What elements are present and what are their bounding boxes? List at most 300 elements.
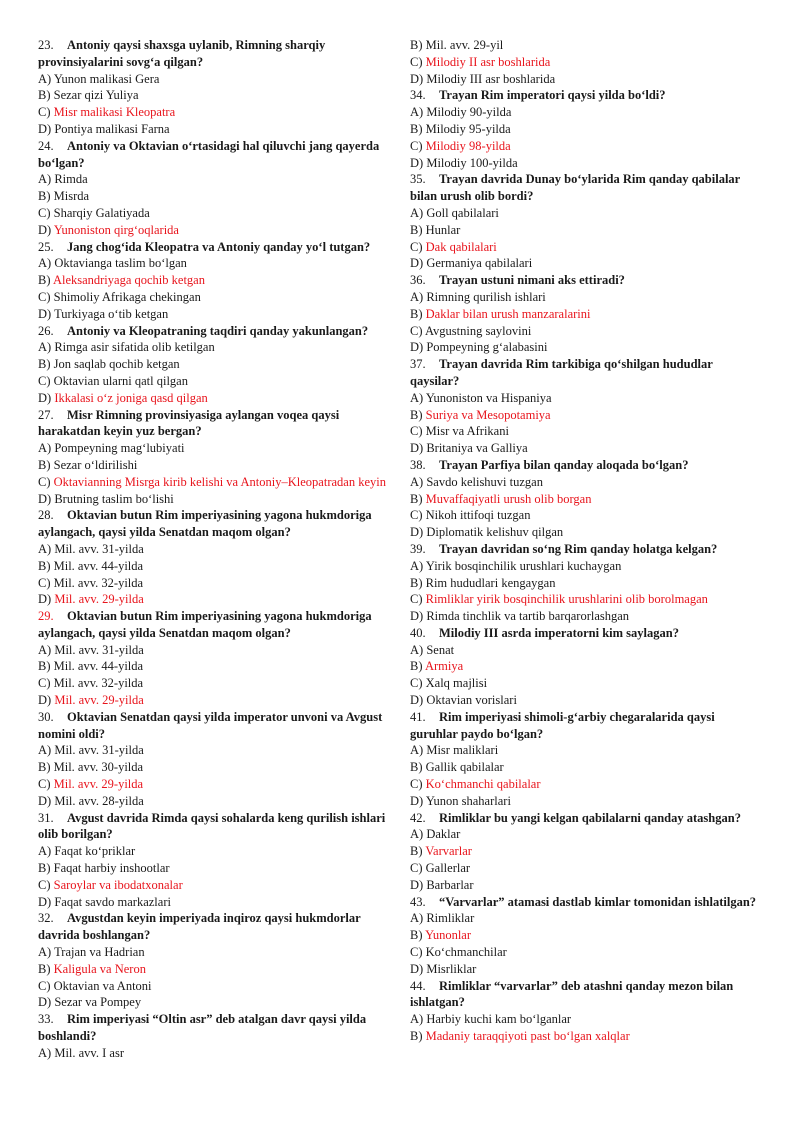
answer-option bbox=[38, 843, 394, 860]
question-text bbox=[410, 810, 762, 827]
answer-option bbox=[38, 1045, 394, 1062]
option-text: Mil. avv. 31-yilda bbox=[54, 642, 144, 657]
option-label: B) bbox=[410, 760, 423, 775]
option-label: D) bbox=[38, 693, 52, 708]
option-text: Trajan va Hadrian bbox=[54, 945, 145, 960]
question-block bbox=[410, 87, 762, 171]
answer-option-correct bbox=[410, 239, 762, 256]
answer-option bbox=[410, 524, 762, 541]
answer-option-correct bbox=[38, 877, 394, 894]
answer-option bbox=[410, 675, 762, 692]
option-text: Pompeyning mag‘lubiyati bbox=[54, 441, 185, 456]
option-label: C) bbox=[410, 777, 423, 792]
question-number: 44. bbox=[410, 978, 426, 993]
answer-option bbox=[410, 155, 762, 172]
question-number: 38. bbox=[410, 457, 426, 472]
answer-option bbox=[410, 222, 762, 239]
answer-option bbox=[38, 994, 394, 1011]
answer-option bbox=[410, 339, 762, 356]
answer-option bbox=[410, 121, 762, 138]
question-block bbox=[410, 171, 762, 272]
option-text: Jon saqlab qochib ketgan bbox=[53, 357, 180, 372]
option-label: B) bbox=[38, 189, 51, 204]
right-column bbox=[410, 37, 762, 1045]
question-number: 36. bbox=[410, 273, 426, 288]
option-text: Kaligula va Neron bbox=[53, 961, 146, 976]
answer-option bbox=[410, 642, 762, 659]
answer-option bbox=[410, 575, 762, 592]
option-text: Yunoniston va Hispaniya bbox=[425, 390, 552, 405]
option-text: Dak qabilalari bbox=[425, 239, 497, 254]
question-number: 30. bbox=[38, 709, 54, 724]
option-label: C) bbox=[410, 54, 423, 69]
answer-option bbox=[38, 356, 394, 373]
question-block bbox=[38, 239, 394, 323]
option-label: A) bbox=[38, 945, 52, 960]
question-text bbox=[38, 910, 394, 944]
answer-option bbox=[38, 87, 394, 104]
option-text: Senat bbox=[426, 642, 455, 657]
question-text bbox=[38, 323, 394, 340]
answer-option bbox=[410, 440, 762, 457]
question-block bbox=[410, 625, 762, 709]
option-text: Ko‘chmanchi qabilalar bbox=[425, 777, 541, 792]
option-text: Yunon shaharlari bbox=[425, 793, 511, 808]
answer-option bbox=[38, 860, 394, 877]
question-number: 27. bbox=[38, 407, 54, 422]
option-label: D) bbox=[38, 390, 52, 405]
answer-option bbox=[38, 759, 394, 776]
question-text bbox=[38, 407, 394, 441]
option-text: Ikkalasi o‘z joniga qasd qilgan bbox=[54, 390, 208, 405]
option-label: C) bbox=[38, 205, 51, 220]
option-label: B) bbox=[38, 861, 51, 876]
option-text: Misrda bbox=[53, 189, 90, 204]
question-text bbox=[38, 1011, 394, 1045]
question-stem: Trayan Parfiya bilan qanday aloqada bo‘lgan? bbox=[439, 457, 689, 472]
question-stem: “Varvarlar” atamasi dastlab kimlar tomonidan ishlatilgan? bbox=[439, 894, 757, 909]
option-label: C) bbox=[38, 978, 51, 993]
answer-option bbox=[38, 121, 394, 138]
question-number: 25. bbox=[38, 239, 54, 254]
answer-option bbox=[410, 289, 762, 306]
option-label: C) bbox=[410, 424, 423, 439]
option-text: Milodiy 100-yilda bbox=[426, 155, 518, 170]
option-label: A) bbox=[38, 340, 52, 355]
option-text: Milodiy 98-yilda bbox=[425, 138, 511, 153]
option-label: D) bbox=[410, 340, 424, 355]
option-text: Milodiy 90-yilda bbox=[426, 105, 512, 120]
question-stem: Rimliklar “varvarlar” deb atashni qanday mezon bilan ishlatgan? bbox=[410, 978, 734, 1010]
question-block bbox=[410, 810, 762, 894]
option-text: Faqat harbiy inshootlar bbox=[53, 861, 170, 876]
answer-option bbox=[410, 944, 762, 961]
question-text bbox=[38, 810, 394, 844]
option-text: Turkiyaga o‘tib ketgan bbox=[54, 306, 169, 321]
option-text: Pompeyning g‘alabasini bbox=[426, 340, 548, 355]
option-text: Hunlar bbox=[425, 222, 461, 237]
option-label: D) bbox=[38, 995, 52, 1010]
question-text bbox=[410, 894, 762, 911]
answer-option bbox=[410, 71, 762, 88]
option-label: A) bbox=[38, 172, 52, 187]
question-block bbox=[410, 894, 762, 978]
question-stem: Oktavian butun Rim imperiyasining yagona hukmdoriga aylangach, qaysi yilda Senatdan maqom olgan? bbox=[38, 508, 372, 540]
option-label: D) bbox=[38, 793, 52, 808]
question-stem: Trayan Rim imperatori qaysi yilda bo‘ldi? bbox=[439, 88, 666, 103]
question-text bbox=[38, 608, 394, 642]
option-text: Daklar bbox=[426, 827, 461, 842]
answer-option bbox=[38, 491, 394, 508]
answer-option bbox=[410, 255, 762, 272]
option-label: A) bbox=[410, 474, 424, 489]
answer-option bbox=[38, 255, 394, 272]
answer-option bbox=[410, 877, 762, 894]
option-text: Misr malikasi Kleopatra bbox=[53, 105, 176, 120]
question-text bbox=[38, 507, 394, 541]
option-label: B) bbox=[410, 306, 423, 321]
answer-option-correct bbox=[410, 927, 762, 944]
answer-option bbox=[410, 1011, 762, 1028]
answer-option bbox=[38, 642, 394, 659]
option-label: D) bbox=[410, 609, 424, 624]
option-label: C) bbox=[410, 138, 423, 153]
option-text: Mil. avv. 32-yilda bbox=[53, 676, 144, 691]
option-label: C) bbox=[38, 105, 51, 120]
answer-option bbox=[38, 205, 394, 222]
question-text bbox=[410, 356, 762, 390]
option-label: B) bbox=[38, 558, 51, 573]
option-text: Mil. avv. 31-yilda bbox=[54, 743, 144, 758]
answer-option bbox=[410, 205, 762, 222]
option-text: Rim hududlari kengaygan bbox=[425, 575, 556, 590]
question-block bbox=[38, 709, 394, 810]
option-text: Misr maliklari bbox=[426, 743, 499, 758]
option-text: Milodiy III asr boshlarida bbox=[426, 71, 556, 86]
option-text: Misrliklar bbox=[426, 961, 477, 976]
question-block bbox=[38, 323, 394, 407]
option-text: Varvarlar bbox=[425, 844, 472, 859]
question-block bbox=[410, 978, 762, 1045]
question-stem: Rimliklar bu yangi kelgan qabilalarni qanday atashgan? bbox=[439, 810, 741, 825]
option-label: B) bbox=[410, 575, 423, 590]
question-block bbox=[38, 37, 394, 138]
question-block bbox=[38, 910, 394, 1011]
option-label: B) bbox=[410, 222, 423, 237]
answer-option bbox=[410, 910, 762, 927]
question-text bbox=[410, 457, 762, 474]
answer-option-correct bbox=[38, 104, 394, 121]
option-text: Sharqiy Galatiyada bbox=[53, 205, 150, 220]
question-stem: Antoniy va Kleopatraning taqdiri qanday yakunlangan? bbox=[67, 323, 369, 338]
question-block bbox=[38, 1011, 394, 1061]
answer-option bbox=[38, 978, 394, 995]
option-text: Milodiy II asr boshlarida bbox=[425, 54, 551, 69]
question-number: 43. bbox=[410, 894, 426, 909]
option-label: A) bbox=[38, 441, 52, 456]
option-label: A) bbox=[38, 71, 52, 86]
question-text bbox=[38, 709, 394, 743]
option-label: B) bbox=[410, 121, 423, 136]
option-label: D) bbox=[38, 592, 52, 607]
question-number: 24. bbox=[38, 138, 54, 153]
question-number: 32. bbox=[38, 911, 54, 926]
answer-option bbox=[38, 71, 394, 88]
option-label: D) bbox=[410, 877, 424, 892]
question-stem: Rim imperiyasi shimoli-g‘arbiy chegaralarida qaysi guruhlar paydo bo‘lgan? bbox=[410, 709, 715, 741]
option-label: A) bbox=[410, 1012, 424, 1027]
answer-option-correct bbox=[410, 658, 762, 675]
option-text: Rimning qurilish ishlari bbox=[426, 289, 546, 304]
question-stem: Oktavian butun Rim imperiyasining yagona hukmdoriga aylangach, qaysi yilda Senatdan maqom olgan? bbox=[38, 609, 372, 640]
option-label: D) bbox=[410, 793, 424, 808]
answer-option bbox=[38, 894, 394, 911]
answer-option-correct bbox=[410, 591, 762, 608]
option-text: Xalq majlisi bbox=[425, 676, 488, 691]
question-number: 23. bbox=[38, 38, 54, 52]
answer-option-correct bbox=[410, 776, 762, 793]
answer-option-correct bbox=[38, 272, 394, 289]
question-number: 42. bbox=[410, 810, 426, 825]
answer-option bbox=[410, 507, 762, 524]
option-label: D) bbox=[38, 306, 52, 321]
question-number: 29. bbox=[38, 609, 54, 624]
option-label: C) bbox=[410, 239, 423, 254]
option-text: Goll qabilalari bbox=[426, 205, 499, 220]
option-text: Faqat savdo markazlari bbox=[54, 894, 171, 909]
option-label: B) bbox=[410, 928, 423, 943]
option-label: C) bbox=[410, 508, 423, 523]
question-block bbox=[38, 810, 394, 911]
question-text bbox=[410, 625, 762, 642]
question-stem: Trayan davridan so‘ng Rim qanday holatga kelgan? bbox=[439, 541, 718, 556]
question-block bbox=[410, 356, 762, 457]
answer-option bbox=[410, 759, 762, 776]
answer-option-correct bbox=[410, 843, 762, 860]
question-stem: Rim imperiyasi “Oltin asr” deb atalgan davr qaysi yilda boshlandi? bbox=[38, 1012, 367, 1044]
option-text: Mil. avv. 44-yilda bbox=[53, 558, 144, 573]
question-text bbox=[410, 978, 762, 1012]
option-text: Germaniya qabilalari bbox=[426, 256, 533, 271]
option-label: A) bbox=[410, 911, 424, 926]
answer-option bbox=[410, 692, 762, 709]
option-label: C) bbox=[410, 676, 423, 691]
option-label: B) bbox=[38, 88, 51, 103]
answer-option bbox=[410, 558, 762, 575]
option-text: Mil. avv. 28-yilda bbox=[54, 793, 144, 808]
option-label: B) bbox=[38, 659, 51, 674]
option-text: Mil. avv. I asr bbox=[54, 1045, 124, 1060]
option-label: D) bbox=[38, 121, 52, 136]
answer-option-correct bbox=[38, 961, 394, 978]
option-label: D) bbox=[410, 693, 424, 708]
option-label: A) bbox=[38, 642, 52, 657]
option-label: B) bbox=[38, 961, 51, 976]
option-text: Oktavian ularni qatl qilgan bbox=[53, 373, 188, 388]
option-label: B) bbox=[38, 457, 51, 472]
answer-option bbox=[410, 323, 762, 340]
option-label: A) bbox=[410, 743, 424, 758]
question-block bbox=[410, 457, 762, 541]
option-text: Rimda tinchlik va tartib barqarorlashgan bbox=[426, 609, 630, 624]
answer-option bbox=[38, 558, 394, 575]
question-block bbox=[38, 138, 394, 239]
option-label: D) bbox=[410, 441, 424, 456]
question-number: 34. bbox=[410, 88, 426, 103]
question-block bbox=[38, 507, 394, 608]
question-number: 35. bbox=[410, 172, 426, 187]
answer-option bbox=[410, 37, 762, 54]
answer-option bbox=[38, 457, 394, 474]
answer-option bbox=[38, 306, 394, 323]
answer-option bbox=[38, 171, 394, 188]
option-text: Mil. avv. 29-yilda bbox=[54, 693, 144, 708]
option-label: C) bbox=[38, 877, 51, 892]
answer-option-correct bbox=[38, 776, 394, 793]
option-text: Aleksandriyaga qochib ketgan bbox=[52, 273, 205, 288]
answer-option bbox=[410, 608, 762, 625]
option-label: D) bbox=[38, 222, 52, 237]
question-number: 37. bbox=[410, 357, 426, 372]
option-text: Rimliklar yirik bosqinchilik urushlarini olib borolmagan bbox=[425, 592, 708, 607]
option-text: Yunonlar bbox=[425, 928, 471, 943]
option-label: C) bbox=[38, 777, 51, 792]
option-text: Harbiy kuchi kam bo‘lganlar bbox=[426, 1012, 572, 1027]
answer-option bbox=[38, 944, 394, 961]
option-text: Ko‘chmanchilar bbox=[425, 945, 507, 960]
option-label: A) bbox=[38, 844, 52, 859]
option-label: A) bbox=[410, 642, 424, 657]
answer-option-correct bbox=[410, 138, 762, 155]
question-block bbox=[38, 407, 394, 508]
question-number: 26. bbox=[38, 323, 54, 338]
question-block bbox=[410, 37, 762, 87]
answer-option-correct bbox=[38, 390, 394, 407]
option-text: Shimoliy Afrikaga chekingan bbox=[53, 289, 201, 304]
question-text bbox=[38, 239, 394, 256]
option-text: Rimliklar bbox=[426, 911, 475, 926]
option-label: A) bbox=[38, 256, 52, 271]
option-text: Oktavian va Antoni bbox=[53, 978, 152, 993]
question-text bbox=[410, 87, 762, 104]
question-stem: Misr Rimning provinsiyasiga aylangan voqea qaysi harakatdan keyin yuz bergan? bbox=[38, 407, 340, 439]
answer-option-correct bbox=[38, 222, 394, 239]
option-label: C) bbox=[410, 592, 423, 607]
answer-option bbox=[38, 440, 394, 457]
question-stem: Antoniy qaysi shaxsga uylanib, Rimning sharqiy provinsiyalarini sovg‘a qilgan? bbox=[38, 38, 326, 69]
option-text: Mil. avv. 29-yil bbox=[425, 38, 504, 52]
option-text: Rimda bbox=[54, 172, 88, 187]
question-stem: Jang chog‘ida Kleopatra va Antoniy qanday yo‘l tutgan? bbox=[67, 239, 371, 254]
option-label: A) bbox=[410, 105, 424, 120]
option-label: A) bbox=[410, 390, 424, 405]
question-text bbox=[410, 541, 762, 558]
option-text: Misr va Afrikani bbox=[425, 424, 509, 439]
answer-option-correct bbox=[410, 1028, 762, 1045]
option-label: A) bbox=[410, 289, 424, 304]
option-text: Yunoniston qirg‘oqlarida bbox=[53, 222, 179, 237]
option-label: D) bbox=[410, 155, 424, 170]
option-text: Savdo kelishuvi tuzgan bbox=[426, 474, 543, 489]
answer-option bbox=[38, 658, 394, 675]
option-label: B) bbox=[38, 273, 51, 288]
answer-option-correct bbox=[38, 692, 394, 709]
question-number: 40. bbox=[410, 625, 426, 640]
option-label: A) bbox=[410, 558, 424, 573]
question-text bbox=[410, 272, 762, 289]
answer-option-correct bbox=[410, 306, 762, 323]
option-text: Yirik bosqinchilik urushlari kuchaygan bbox=[425, 558, 622, 573]
question-text bbox=[410, 709, 762, 743]
question-stem: Milodiy III asrda imperatorni kim saylagan? bbox=[439, 625, 679, 640]
answer-option-correct bbox=[410, 407, 762, 424]
option-text: Nikoh ittifoqi tuzgan bbox=[425, 508, 531, 523]
option-label: C) bbox=[38, 373, 51, 388]
option-text: Barbarlar bbox=[426, 877, 474, 892]
answer-option bbox=[38, 793, 394, 810]
option-text: Mil. avv. 44-yilda bbox=[53, 659, 144, 674]
question-block bbox=[410, 709, 762, 810]
question-stem: Avgustdan keyin imperiyada inqiroz qaysi hukmdorlar davrida boshlangan? bbox=[38, 911, 361, 943]
answer-option bbox=[410, 742, 762, 759]
option-text: Oktavianning Misrga kirib kelishi va Antoniy–Kleopatradan keyin bbox=[53, 474, 386, 489]
question-stem: Trayan davrida Rim tarkibiga qo‘shilgan hududlar qaysilar? bbox=[410, 357, 713, 388]
answer-option-correct bbox=[410, 54, 762, 71]
answer-option bbox=[38, 541, 394, 558]
question-block bbox=[38, 608, 394, 709]
option-text: Muvaffaqiyatli urush olib borgan bbox=[425, 491, 592, 506]
question-stem: Trayan ustuni nimani aks ettiradi? bbox=[439, 273, 625, 288]
option-text: Suriya va Mesopotamiya bbox=[425, 407, 551, 422]
option-label: D) bbox=[38, 491, 52, 506]
option-text: Mil. avv. 32-yilda bbox=[53, 575, 144, 590]
option-text: Pontiya malikasi Farna bbox=[54, 121, 170, 136]
option-label: B) bbox=[410, 407, 423, 422]
answer-option-correct bbox=[38, 591, 394, 608]
option-text: Diplomatik kelishuv qilgan bbox=[426, 525, 564, 540]
answer-option bbox=[410, 104, 762, 121]
option-label: C) bbox=[38, 289, 51, 304]
option-text: Brutning taslim bo‘lishi bbox=[54, 491, 174, 506]
question-number: 33. bbox=[38, 1012, 54, 1027]
question-stem: Antoniy va Oktavian o‘rtasidagi hal qiluvchi jang qayerda bo‘lgan? bbox=[38, 138, 380, 170]
option-label: C) bbox=[38, 575, 51, 590]
option-label: D) bbox=[38, 894, 52, 909]
option-text: Sezar qizi Yuliya bbox=[53, 88, 139, 103]
question-number: 39. bbox=[410, 541, 426, 556]
option-label: D) bbox=[410, 71, 424, 86]
answer-option bbox=[410, 860, 762, 877]
question-text bbox=[410, 171, 762, 205]
option-text: Armiya bbox=[424, 659, 464, 674]
option-label: B) bbox=[38, 357, 51, 372]
answer-option bbox=[38, 289, 394, 306]
answer-option bbox=[410, 961, 762, 978]
option-label: C) bbox=[410, 945, 423, 960]
option-text: Sezar va Pompey bbox=[54, 995, 142, 1010]
option-label: D) bbox=[410, 961, 424, 976]
option-text: Britaniya va Galliya bbox=[426, 441, 528, 456]
option-label: D) bbox=[410, 256, 424, 271]
option-label: C) bbox=[38, 676, 51, 691]
answer-option bbox=[410, 793, 762, 810]
option-label: B) bbox=[410, 38, 423, 52]
option-label: B) bbox=[410, 659, 423, 674]
option-label: B) bbox=[410, 1029, 423, 1044]
option-text: Mil. avv. 31-yilda bbox=[54, 541, 144, 556]
option-text: Sezar o‘ldirilishi bbox=[53, 457, 138, 472]
answer-option bbox=[38, 339, 394, 356]
